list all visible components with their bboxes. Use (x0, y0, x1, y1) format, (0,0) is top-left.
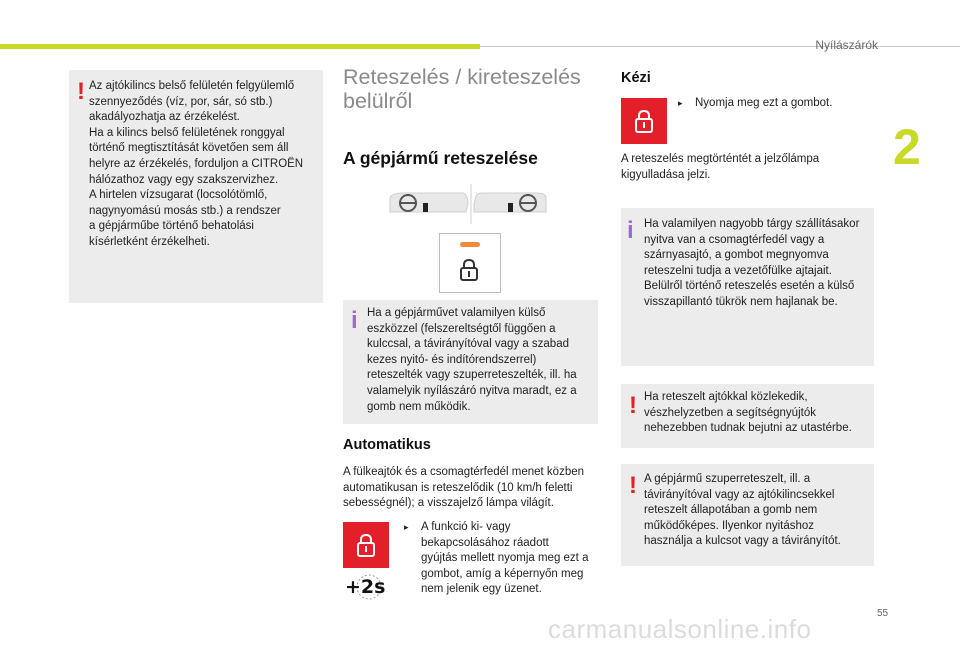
text-line: Ha a gépjárművet valamilyen külső (367, 307, 546, 319)
hold-duration-indicator (343, 572, 389, 604)
title-line: belülről (343, 89, 413, 113)
header-rule (480, 46, 960, 47)
watermark: carmanualsonline.info (548, 614, 812, 644)
section-title: Nyílászárók (815, 38, 878, 52)
text-line: nem jelenik egy üzenet. (421, 583, 542, 596)
warning-mark-icon: ! (629, 392, 637, 419)
text-line: gyújtás mellett nyomja meg ezt a (421, 552, 589, 565)
text-line: reteszelni tudja a vezetőfülke ajtajait. (644, 264, 832, 277)
text-line: Belülről történő reteszelés esetén a külső (644, 280, 855, 293)
text-line: nyitva van a csomagtérfedél vagy a (644, 233, 825, 246)
text-line: Ha valamilyen nagyobb tárgy szállításakor (644, 218, 860, 230)
text-line: használja a kulcsot vagy a távirányítót. (644, 535, 841, 548)
text-line: kulccsal, a távirányítóval vagy a szabad (367, 338, 569, 351)
door-lock-illustration (388, 184, 548, 224)
info-mark-icon: i (627, 217, 634, 244)
padlock-icon (633, 108, 655, 134)
left-door-panel (390, 193, 468, 212)
middle-info-box (343, 300, 598, 424)
section-heading: A gépjármű reteszelése (343, 148, 538, 168)
text-line: A gépjármű szuperreteszelt, ill. a (644, 473, 811, 485)
text-line: történő megtisztítását követően sem áll (89, 142, 289, 155)
bullet-arrow-icon: ▸ (404, 522, 409, 532)
page-number: 55 (877, 608, 889, 619)
text-line: A funkció ki- vagy (421, 521, 511, 533)
text-line: bekapcsolásához ráadott (421, 536, 549, 549)
left-warning-box (69, 70, 323, 303)
text-line: kigyulladása jelzi. (621, 168, 711, 181)
text-line: akadályozhatja az érzékelést. (89, 111, 240, 124)
padlock-icon (459, 258, 479, 282)
text-line: szárnyasajtó, a gombot megnyomva (644, 249, 829, 262)
right-door-panel (474, 193, 546, 212)
page-title (343, 65, 581, 113)
text-line: helyre az érzékelés, forduljon a CITROËN (89, 157, 304, 170)
text-line: gombot, amíg a képernyőn meg (421, 567, 584, 580)
text-line: nehezebben tudnak bejutni az utastérbe. (644, 422, 852, 435)
text-line: Ha a kilincs belső felületének ronggyal (89, 126, 285, 139)
text-line: automatikusan is reteszelődik (10 km/h feletti (343, 481, 573, 494)
warning-mark-icon: ! (77, 78, 85, 105)
text-line: kezes nyitó- és indítórendszerrel) (367, 353, 537, 366)
lock-button-red (343, 522, 389, 568)
right-warning-box-2 (621, 464, 874, 566)
text-line: hálózathoz vagy egy szakszervizhez. (89, 173, 279, 186)
text-line: gomb nem működik. (367, 400, 471, 413)
text-line: Ha reteszelt ajtókkal közlekedik, (644, 391, 808, 403)
paragraph (621, 152, 819, 183)
indicator-lamp (460, 242, 480, 247)
title-line: Reteszelés / kireteszelés (343, 65, 581, 89)
padlock-icon (355, 532, 377, 558)
text-line: reteszelt állapotában a gomb nem (644, 504, 818, 517)
text-line: Nyomja meg ezt a gombot. (695, 97, 833, 109)
right-warning-box-1 (621, 384, 874, 448)
text-line: nagynyomású mosás stb.) a rendszer (89, 204, 281, 217)
text-line: kísérletként érzékelheti. (89, 235, 210, 248)
header-accent-bar (0, 44, 480, 49)
text-line: a gépjárműbe történő behatolási (89, 220, 254, 233)
text-line: távirányítóval vagy az ajtókilincsekkel (644, 488, 835, 501)
text-line: valamelyik nyílászáró nyitva maradt, ez a (367, 384, 577, 397)
text-line: sebességnél); a visszajelző lámpa világít. (343, 497, 554, 510)
text-line: eszközzel (felszereltségtől függően a (367, 322, 556, 335)
text-line: A fülkeajtók és a csomagtérfedél menet közben (343, 466, 585, 478)
bullet-arrow-icon: ▸ (678, 98, 683, 108)
instruction-bullet (678, 96, 832, 112)
subsection-heading: Kézi (621, 70, 651, 86)
text-line: működőképes. Ilyenkor nyitáshoz (644, 519, 815, 532)
text-line: reteszelték vagy szuperreteszelték, ill. ha (367, 369, 577, 382)
chapter-number: 2 (893, 119, 921, 175)
text-line: visszapillantó tükrök nem hajlanak be. (644, 295, 838, 308)
info-mark-icon: i (351, 307, 358, 334)
lock-button-icon (423, 203, 428, 212)
central-lock-button (439, 233, 501, 293)
text-line: szennyeződés (víz, por, sár, só stb.) (89, 95, 273, 108)
paragraph (343, 465, 584, 512)
lock-button-icon (508, 203, 513, 212)
right-info-box (621, 208, 874, 366)
lock-button-red (621, 98, 667, 144)
hold-label: +2s (345, 576, 386, 598)
warning-mark-icon: ! (629, 472, 637, 499)
subsection-heading: Automatikus (343, 437, 431, 453)
instruction-bullet (404, 520, 588, 598)
text-line: Az ajtókilincs belső felületén felgyülemlő (89, 80, 295, 92)
text-line: A reteszelés megtörténtét a jelzőlámpa (621, 153, 820, 165)
text-line: A hirtelen vízsugarat (locsolótömlő, (89, 189, 268, 202)
text-line: vészhelyzetben a segítségnyújtók (644, 406, 816, 419)
